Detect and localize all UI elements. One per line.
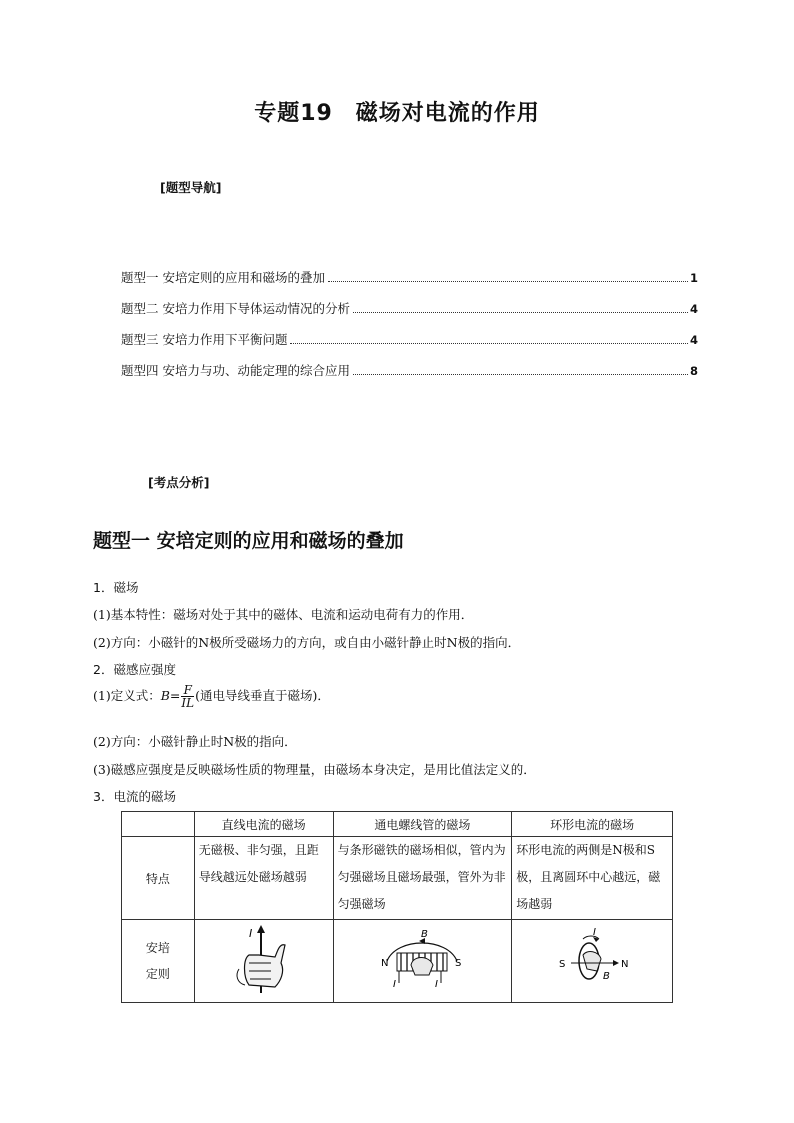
table-header-straight: 直线电流的磁场 [194, 812, 333, 837]
ring-axis-arrow [613, 960, 619, 966]
ring-i-label: I [593, 926, 597, 938]
straight-current-hand-figure [219, 925, 309, 995]
toc-page-number: 4 [689, 302, 698, 316]
paragraph-needle-direction: (2)方向：小磁针静止时N极的指向． [93, 734, 297, 749]
table-row-features [122, 837, 673, 920]
cell-straight-figure [194, 920, 333, 1003]
definition-suffix: (通电导线垂直于磁场)． [195, 688, 330, 703]
paragraph-physical-quantity: (3)磁感应强度是反映磁场性质的物理量，由磁场本身决定，是用比值法定义的． [93, 762, 536, 777]
table-header-ring: 环形电流的磁场 [512, 812, 673, 837]
right-hand [244, 944, 285, 986]
toc-page-number: 8 [689, 364, 698, 378]
cell-straight-feature: 无磁极、非匀强，且距导线越远处磁场越弱 [194, 837, 333, 920]
wire-arrow [257, 925, 265, 933]
toc-page-number: 4 [689, 333, 698, 347]
toc-entry-label: 题型一 安培定则的应用和磁场的叠加 [121, 270, 325, 285]
formula-equals: = [169, 688, 181, 703]
solenoid-b-label: B [421, 928, 429, 940]
table-header-solenoid: 通电螺线管的磁场 [333, 812, 512, 837]
cell-solenoid-feature: 与条形磁铁的磁场相似，管内为匀强磁场且磁场最强，管外为非匀强磁场 [333, 837, 512, 920]
toc-leader [328, 281, 688, 282]
ring-s-label: S [559, 958, 566, 970]
solenoid-i-label-left: I [393, 978, 397, 990]
straight-current-label: I [248, 926, 252, 940]
analysis-label: [考点分析] [148, 475, 210, 490]
paragraph-direction: (2)方向：小磁针的N极所受磁场力的方向，或自由小磁针静止时N极的指向． [93, 635, 521, 650]
ring-hand [583, 951, 601, 970]
toc-page-number: 1 [689, 271, 698, 285]
field-loop [237, 969, 245, 985]
ring-current-hand-figure [547, 925, 637, 995]
paragraph-basic-property: (1)基本特性：磁场对处于其中的磁体、电流和运动电荷有力的作用． [93, 607, 474, 622]
toc-entry-label: 题型三 安培力作用下平衡问题 [121, 332, 288, 347]
toc-entry-label: 题型四 安培力与功、动能定理的综合应用 [121, 363, 350, 378]
page-title: 专题19 磁场对电流的作用 [254, 101, 540, 126]
row-label-features: 特点 [122, 837, 195, 920]
toc-entry[interactable] [121, 268, 698, 286]
table-header-row [122, 812, 673, 837]
solenoid-n-label: N [381, 957, 389, 969]
ring-b-label: B [603, 970, 611, 982]
table-row-ampere-rule [122, 920, 673, 1003]
heading-induction: 2．磁感应强度 [93, 662, 176, 677]
section-heading: 题型一 安培定则的应用和磁场的叠加 [93, 530, 404, 552]
fraction-numerator: F [181, 684, 194, 697]
fraction-denominator: IL [181, 696, 195, 710]
solenoid-i-label-right: I [435, 978, 439, 990]
heading-current-field: 3．电流的磁场 [93, 789, 176, 804]
ring-n-label: N [621, 958, 629, 970]
solenoid-hand-figure [367, 925, 477, 995]
formula-b: B [160, 688, 170, 703]
cell-ring-feature: 环形电流的两侧是N极和S极，且离圆环中心越远，磁场越弱 [512, 837, 673, 920]
cell-ring-figure [512, 920, 673, 1003]
toc-entry[interactable] [121, 361, 698, 379]
toc-entry[interactable] [121, 299, 698, 317]
solenoid-hand [411, 957, 433, 975]
row-label-line-2: 定则 [145, 967, 170, 981]
toc-leader [290, 343, 688, 344]
formula-fraction [181, 684, 194, 709]
heading-magnetic-field: 1．磁场 [93, 580, 139, 595]
solenoid-s-label: S [455, 957, 462, 969]
nav-label: [题型导航] [160, 180, 222, 195]
row-label-line-1: 安培 [145, 941, 170, 955]
toc-entry-label: 题型二 安培力作用下导体运动情况的分析 [121, 301, 350, 316]
paragraph-definition [93, 684, 330, 709]
toc-leader [353, 374, 688, 375]
magnetic-field-table [121, 811, 673, 1003]
toc-leader [353, 312, 688, 313]
definition-prefix: (1)定义式： [93, 688, 161, 703]
cell-solenoid-figure [333, 920, 512, 1003]
table-header-empty [122, 812, 195, 837]
row-label-ampere-rule [122, 920, 195, 1003]
toc-entry[interactable] [121, 330, 698, 348]
